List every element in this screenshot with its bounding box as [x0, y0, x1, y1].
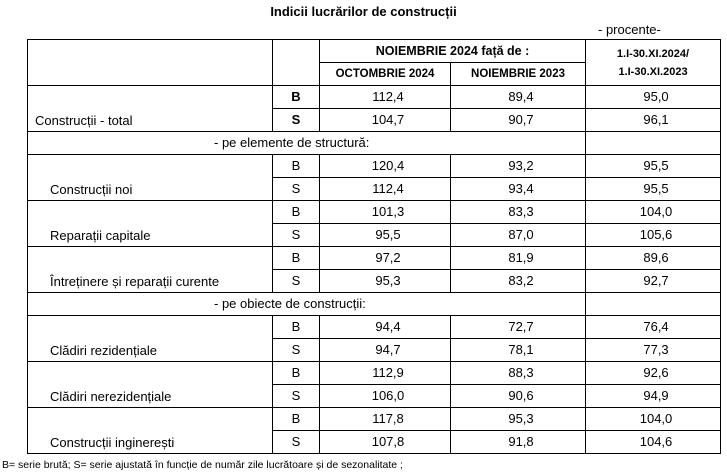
header-blank-series — [273, 40, 320, 86]
construction-index-table — [27, 39, 721, 454]
value-cell: 88,3 — [451, 362, 586, 385]
header-col-oct-2024: OCTOMBRIE 2024 — [320, 63, 451, 86]
series-code: B — [273, 316, 320, 339]
table-row — [28, 201, 721, 224]
value-cell: 78,1 — [451, 339, 586, 362]
value-cell: 90,7 — [451, 109, 586, 132]
value-cell: 91,8 — [451, 431, 586, 454]
value-cell: 92,6 — [586, 362, 721, 385]
section-blank — [586, 293, 721, 316]
section-blank — [586, 132, 721, 155]
value-cell: 106,0 — [320, 385, 451, 408]
series-code: B — [273, 201, 320, 224]
section-row-elements — [28, 132, 721, 155]
header-period-line2: 1.I-30.XI.2023 — [618, 65, 688, 78]
footnote: B= serie brută; S= serie ajustată în funcție de număr zile lucrătoare și de sezonalitate ; — [2, 459, 403, 471]
value-cell: 94,9 — [586, 385, 721, 408]
value-cell: 76,4 — [586, 316, 721, 339]
value-cell: 94,7 — [320, 339, 451, 362]
value-cell: 95,5 — [320, 224, 451, 247]
section-heading: - pe elemente de structură: — [28, 132, 586, 155]
header-group-label: NOIEMBRIE 2024 față de : — [320, 40, 586, 63]
row-label: Clădiri nerezidențiale — [28, 362, 273, 408]
series-code: S — [273, 385, 320, 408]
series-code: B — [273, 362, 320, 385]
value-cell: 104,6 — [586, 431, 721, 454]
value-cell: 93,2 — [451, 155, 586, 178]
value-cell: 107,8 — [320, 431, 451, 454]
series-code: S — [273, 339, 320, 362]
value-cell: 94,4 — [320, 316, 451, 339]
table-row — [28, 408, 721, 431]
value-cell: 104,7 — [320, 109, 451, 132]
header-cumulative-period — [586, 40, 721, 86]
value-cell: 89,4 — [451, 86, 586, 109]
value-cell: 95,5 — [586, 178, 721, 201]
value-cell: 117,8 — [320, 408, 451, 431]
value-cell: 96,1 — [586, 109, 721, 132]
row-label: Reparații capitale — [28, 201, 273, 247]
value-cell: 89,6 — [586, 247, 721, 270]
value-cell: 95,3 — [320, 270, 451, 293]
value-cell: 87,0 — [451, 224, 586, 247]
series-code: B — [273, 86, 320, 109]
series-code: S — [273, 224, 320, 247]
value-cell: 112,9 — [320, 362, 451, 385]
value-cell: 92,7 — [586, 270, 721, 293]
value-cell: 97,2 — [320, 247, 451, 270]
value-cell: 95,5 — [586, 155, 721, 178]
row-label: Construcții inginerești — [28, 408, 273, 454]
value-cell: 83,3 — [451, 201, 586, 224]
series-code: S — [273, 431, 320, 454]
header-row-1 — [28, 40, 721, 63]
value-cell: 90,6 — [451, 385, 586, 408]
section-heading: - pe obiecte de construcții: — [28, 293, 586, 316]
header-blank-label — [28, 40, 273, 86]
row-label: Construcții noi — [28, 155, 273, 201]
value-cell: 93,4 — [451, 178, 586, 201]
value-cell: 112,4 — [320, 86, 451, 109]
value-cell: 120,4 — [320, 155, 451, 178]
value-cell: 83,2 — [451, 270, 586, 293]
series-code: B — [273, 155, 320, 178]
value-cell: 81,9 — [451, 247, 586, 270]
value-cell: 95,0 — [586, 86, 721, 109]
section-row-objects — [28, 293, 721, 316]
value-cell: 104,0 — [586, 408, 721, 431]
series-code: B — [273, 247, 320, 270]
series-code: S — [273, 178, 320, 201]
value-cell: 105,6 — [586, 224, 721, 247]
table-row — [28, 86, 721, 109]
series-code: B — [273, 408, 320, 431]
row-label: Construcții - total — [28, 86, 273, 132]
table-title: Indicii lucrărilor de construcții — [270, 4, 457, 19]
table-row — [28, 316, 721, 339]
series-code: S — [273, 109, 320, 132]
table-row — [28, 247, 721, 270]
table-row — [28, 155, 721, 178]
value-cell: 101,3 — [320, 201, 451, 224]
header-period-line1: 1.I-30.XI.2024/ — [616, 47, 690, 60]
header-col-nov-2023: NOIEMBRIE 2023 — [451, 63, 586, 86]
value-cell: 72,7 — [451, 316, 586, 339]
row-label: Întreținere și reparații curente — [28, 247, 273, 293]
value-cell: 95,3 — [451, 408, 586, 431]
table-row — [28, 362, 721, 385]
unit-note: - procente- — [598, 22, 661, 37]
row-label: Clădiri rezidențiale — [28, 316, 273, 362]
value-cell: 104,0 — [586, 201, 721, 224]
series-code: S — [273, 270, 320, 293]
value-cell: 112,4 — [320, 178, 451, 201]
value-cell: 77,3 — [586, 339, 721, 362]
